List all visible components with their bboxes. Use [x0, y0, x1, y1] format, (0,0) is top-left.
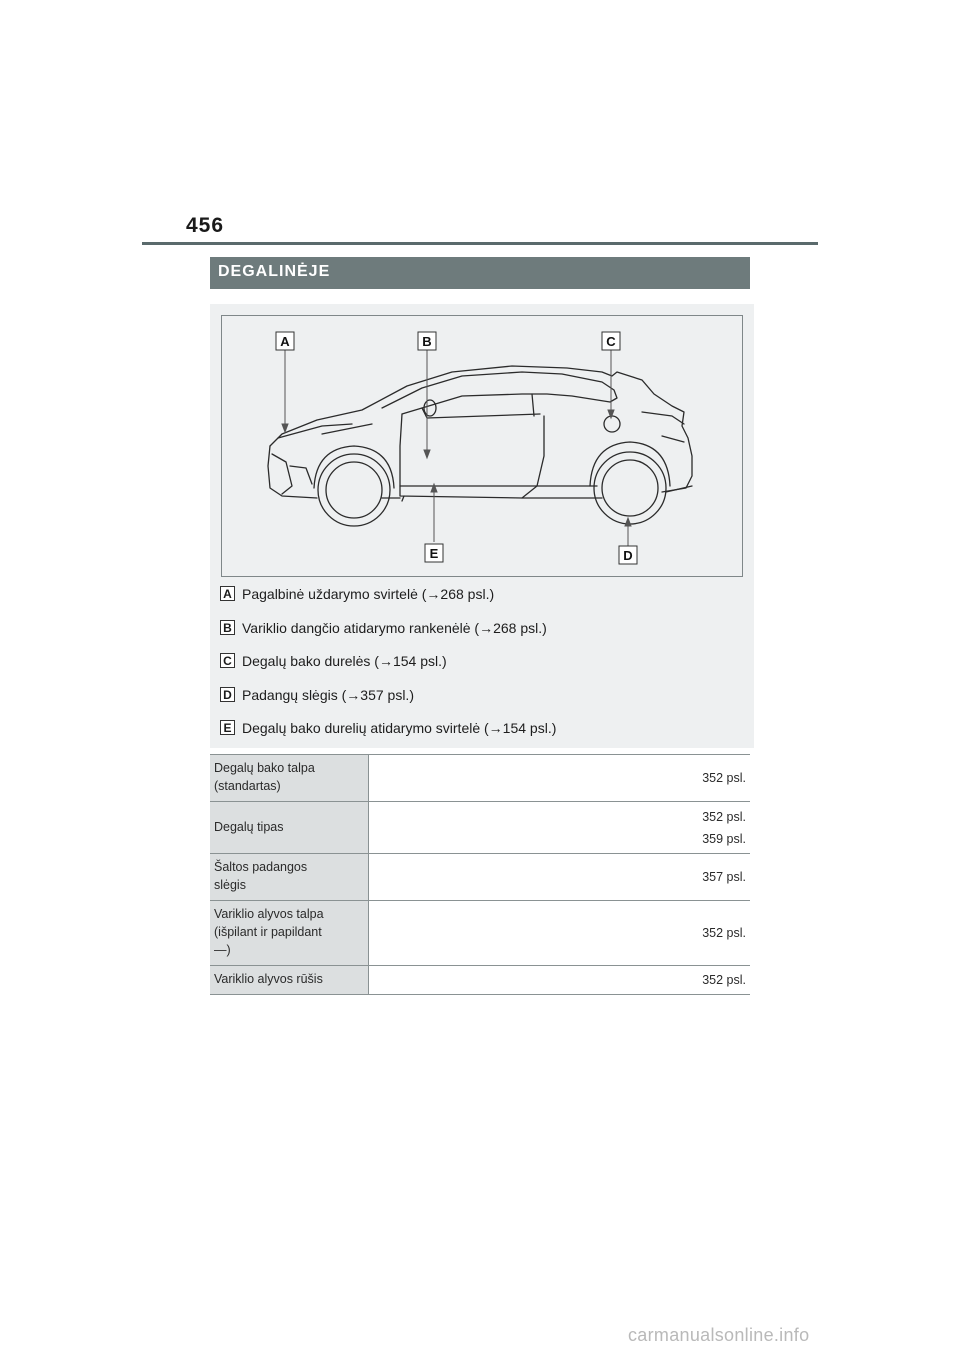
table-row [210, 802, 750, 854]
page-reference: 357 psl. [702, 870, 746, 884]
legend-key: C [220, 653, 235, 668]
table-row-label: Degalų bako talpa (standartas) [210, 755, 369, 802]
table-row [210, 901, 750, 966]
table-row-value [369, 901, 751, 966]
watermark: carmanualsonline.info [628, 1325, 810, 1345]
car-side-view-illustration [222, 316, 742, 576]
table-row-value [369, 802, 751, 854]
table-row-value [369, 854, 751, 901]
callout-b: B [422, 334, 432, 349]
table-row [210, 966, 750, 995]
spec-reference-table [210, 754, 750, 995]
legend-text: Pagalbinė uždarymo svirtelė (→268 psl.) [242, 586, 495, 602]
legend-text: Padangų slėgis (→357 psl.) [242, 686, 414, 703]
figure-panel [210, 304, 754, 748]
section-title: DEGALINĖJE [218, 263, 331, 280]
page-reference: 352 psl. [702, 809, 746, 824]
callout-a: A [280, 334, 290, 349]
table-row-value [369, 755, 751, 802]
section-banner [210, 257, 750, 289]
callout-d: D [623, 548, 633, 563]
legend-text: Variklio dangčio atidarymo rankenėlė (→268 psl.) [242, 619, 547, 636]
table-row-value [369, 966, 751, 995]
table-row-label: Variklio alyvos rūšis [210, 966, 369, 995]
callout-c: C [606, 334, 616, 349]
legend-key: D [220, 687, 235, 702]
page-reference: 352 psl. [702, 973, 746, 987]
car-illustration-frame [221, 315, 743, 577]
legend-key: B [220, 620, 235, 635]
table-row-label: Šaltos padangos slėgis [210, 854, 369, 901]
legend-key: A [220, 586, 235, 601]
legend-key: E [220, 720, 235, 735]
table-row-label: Variklio alyvos talpa (išpilant ir papildant —) [210, 901, 369, 966]
table-row [210, 755, 750, 802]
callout-e: E [429, 546, 439, 561]
page-reference: 352 psl. [702, 926, 746, 940]
page-number: 456 [186, 214, 225, 237]
legend-text: Degalų bako durelių atidarymo svirtelė (→154 psl.) [242, 720, 557, 736]
table-row [210, 854, 750, 901]
page-reference: 359 psl. [702, 831, 746, 846]
legend-text: Degalų bako durelės (→154 psl.) [242, 653, 447, 669]
header-rule [142, 242, 818, 245]
page-reference: 352 psl. [702, 771, 746, 785]
table-row-label: Degalų tipas [210, 802, 369, 854]
